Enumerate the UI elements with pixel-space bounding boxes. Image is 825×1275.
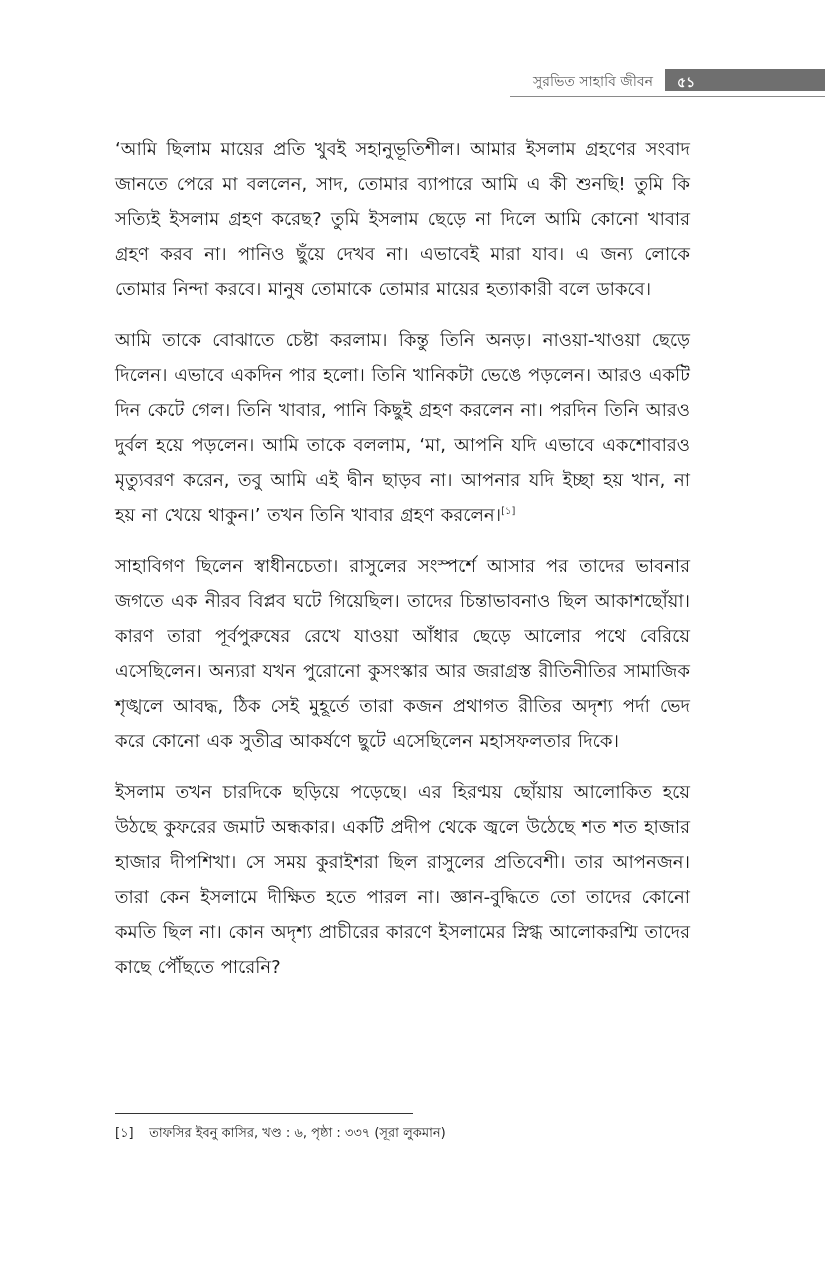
footnote — [115, 1124, 446, 1145]
footnote-reference[interactable]: [১] — [501, 506, 516, 517]
header-rule — [510, 96, 825, 97]
paragraph-2 — [115, 323, 690, 533]
running-title: সুরভিত সাহাবি জীবন — [533, 74, 653, 90]
footnote-text: তাফসির ইবনু কাসির, খণ্ড : ৬, পৃষ্ঠা : ৩৩৭ (সূরা লুকমান) — [149, 1126, 446, 1141]
paragraph-1: ‘আমি ছিলাম মায়ের প্রতি খুবই সহানুভূতিশীল। আমার ইসলাম গ্রহণের সংবাদ জানতে পেরে মা বললেন, সাদ, তোমার ব্যাপারে আমি এ কী শুনছি! তুমি কি সত্যিই ইসলাম গ্রহণ করেছ? তুমি ইসলাম ছেড়ে না দিলে আমি কোনো খাবার গ্রহণ করব না। পানিও ছুঁয়ে দেখব না। এভাবেই মারা যাব। এ জন্য লোকে তোমার নিন্দা করবে। মানুষ তোমাকে তোমার মায়ের হত্যাকারী বলে ডাকবে। — [115, 139, 690, 300]
page-number: ৫১ — [677, 75, 696, 91]
paragraph-3: সাহাবিগণ ছিলেন স্বাধীনচেতা। রাসুলের সংস্পর্শে আসার পর তাদের ভাবনার জগতে এক নীরব বিপ্লব ঘটে গিয়েছিল। তাদের চিন্তাভাবনাও ছিল আকাশছোঁয়া। কারণ তারা পূর্বপুরুষের রেখে যাওয়া আঁধার ছেড়ে আলোর পথে বেরিয়ে এসেছিলেন। অন্যরা যখন পুরোনো কুসংস্কার আর জরাগ্রস্ত রীতিনীতির সামাজিক শৃঙ্খলে আবদ্ধ, ঠিক সেই মুহূর্তে তারা কজন প্রথাগত রীতির অদৃশ্য পর্দা ভেদ করে কোনো এক সুতীব্র আকর্ষণে ছুটে এসেছিলেন মহাসফলতার দিকে। — [115, 556, 690, 752]
page-number-tab — [665, 69, 825, 91]
footnote-divider — [115, 1113, 413, 1114]
body-text — [115, 132, 690, 1001]
page-header — [0, 67, 825, 99]
paragraph-2-text: আমি তাকে বোঝাতে চেষ্টা করলাম। কিন্তু তিনি অনড়। নাওয়া-খাওয়া ছেড়ে দিলেন। এভাবে একদিন পার হলো। তিনি খানিকটা ভেঙে পড়লেন। আরও একটি দিন কেটে গেল। তিনি খাবার, পানি কিছুই গ্রহণ করলেন না। পরদিন তিনি আরও দুর্বল হয়ে পড়লেন। আমি তাকে বললাম, ‘মা, আপনি যদি এভাবে একশোবারও মৃত্যুবরণ করেন, তবু আমি এই দ্বীন ছাড়ব না। আপনার যদি ইচ্ছা হয় খান, না হয় না খেয়ে থাকুন।’ তখন তিনি খাবার গ্রহণ করলেন। — [115, 330, 690, 526]
footnote-label: [১] — [115, 1126, 134, 1141]
paragraph-4: ইসলাম তখন চারদিকে ছড়িয়ে পড়েছে। এর হিরণ্ময় ছোঁয়ায় আলোকিত হয়ে উঠছে কুফরের জমাট অন্ধকার। একটি প্রদীপ থেকে জ্বলে উঠেছে শত শত হাজার হাজার দীপশিখা। সে সময় কুরাইশরা ছিল রাসুলের প্রতিবেশী। তার আপনজন। তারা কেন ইসলামে দীক্ষিত হতে পারল না। জ্ঞান-বুদ্ধিতে তো তাদের কোনো কমতি ছিল না। কোন অদৃশ্য প্রাচীরের কারণে ইসলামের স্নিগ্ধ আলোকরশ্মি তাদের কাছে পৌঁছতে পারেনি? — [115, 782, 690, 978]
